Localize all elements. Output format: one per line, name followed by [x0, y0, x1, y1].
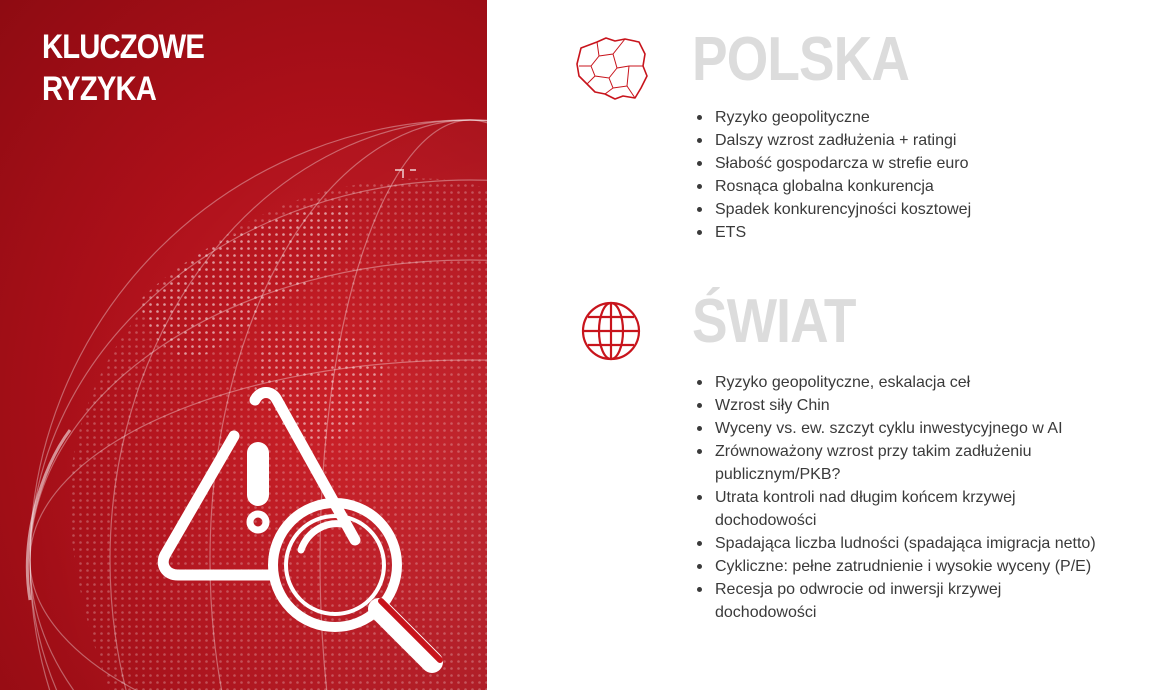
- poland-map-icon: [573, 36, 649, 102]
- list-item: ETS: [693, 221, 1143, 244]
- list-item: Cykliczne: pełne zatrudnienie i wysokie wyceny (P/E): [693, 555, 1143, 578]
- panel-title-line-2: RYZYKA: [42, 70, 156, 108]
- swiat-risk-list: [693, 371, 1143, 624]
- list-item: Zrównoważony wzrost przy takim zadłużeniu publicznym/PKB?: [693, 440, 1075, 486]
- list-item: Wzrost siły Chin: [693, 394, 1143, 417]
- list-item: Rosnąca globalna konkurencja: [693, 175, 1143, 198]
- list-item: Ryzyko geopolityczne, eskalacja ceł: [693, 371, 1143, 394]
- section-title-polska: POLSKA: [692, 25, 910, 94]
- warning-magnifier-icon: [150, 370, 460, 680]
- list-item: Recesja po odwrocie od inwersji krzywej dochodowości: [693, 578, 1075, 624]
- panel-title: [42, 26, 204, 110]
- list-item: Spadek konkurencyjności kosztowej: [693, 198, 1143, 221]
- section-title-swiat: ŚWIAT: [692, 287, 856, 356]
- panel-title-line-1: KLUCZOWE: [42, 28, 205, 66]
- list-item: Słabość gospodarcza w strefie euro: [693, 152, 1143, 175]
- globe-icon: [580, 300, 642, 362]
- polska-risk-list: [693, 106, 1143, 244]
- list-item: Utrata kontroli nad długim końcem krzywej dochodowości: [693, 486, 1075, 532]
- key-risks-panel: [0, 0, 487, 690]
- list-item: Dalszy wzrost zadłużenia + ratingi: [693, 129, 1143, 152]
- list-item: Wyceny vs. ew. szczyt cyklu inwestycyjnego w AI: [693, 417, 1143, 440]
- list-item: Spadająca liczba ludności (spadająca imigracja netto): [693, 532, 1143, 555]
- list-item: Ryzyko geopolityczne: [693, 106, 1143, 129]
